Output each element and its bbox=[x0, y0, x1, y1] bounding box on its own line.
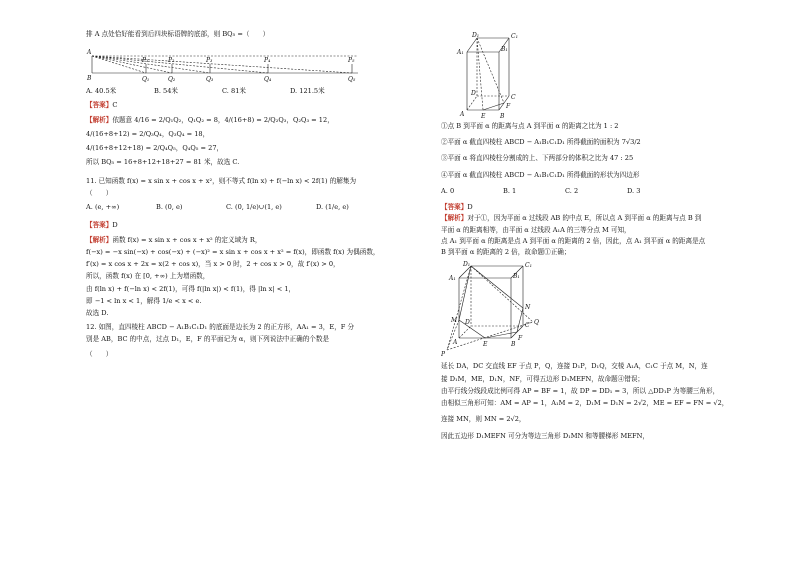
label-B: B bbox=[87, 75, 92, 83]
q12-option-c: C. 2 bbox=[565, 186, 579, 195]
q12-proof-line: 因此五边形 D₁MEFN 可分为等边三角形 D₁MN 和等腰梯形 MEFN， bbox=[441, 431, 649, 440]
statement-2: ②平面 α 截直四棱柱 ABCD − A₁B₁C₁D₁ 所得截面的面积为 7√3/2 bbox=[441, 138, 641, 147]
statement-4: ④平面 α 截直四棱柱 ABCD − A₁B₁C₁D₁ 所得截面的形状为四边形 bbox=[441, 170, 640, 179]
label-P2: P₂ bbox=[168, 57, 175, 65]
q12-analysis-text: 对于①，因为平面 α 过线段 AB 的中点 E，所以点 A 到平面 α 的距离与点 B 到 bbox=[467, 214, 702, 223]
fig2-label-N: N bbox=[525, 304, 531, 312]
q12-analysis-line: 点 A₁ 到平面 α 的距离是点 A 到平面 α 的距离的 2 倍，因此，点 A₁ 到平面 α 的距离是点 bbox=[441, 236, 706, 245]
q11-option-c: C. (0, 1/e)∪(1, e) bbox=[226, 203, 282, 212]
statement-1: ①点 B 到平面 α 的距离与点 A 到平面 α 的距离之比为 1 : 2 bbox=[441, 122, 619, 130]
q10-option-a: A. 40.5米 bbox=[86, 87, 117, 96]
fig2-label-D1: D₁ bbox=[463, 261, 471, 269]
q12-stem: 12. 如图，直四棱柱 ABCD − A₁B₁C₁D₁ 的底面是边长为 2 的正方形，AA₁ = 3，E，F 分 bbox=[86, 323, 355, 332]
q10-analysis-line: 4/(16+8+12+18) = 2/Q₄Q₅，Q₄Q₅ = 27， bbox=[86, 144, 224, 153]
fig2-label-A: A bbox=[453, 339, 458, 347]
q12-paren: （ ） bbox=[86, 349, 113, 358]
q10-analysis-line: 所以 BQ₅ = 16+8+12+18+27 = 81 米，故选 C. bbox=[86, 158, 240, 167]
fig2-label-C: C bbox=[525, 322, 530, 330]
q12-answer bbox=[441, 203, 711, 211]
analysis-tag: 【解析】 bbox=[86, 115, 113, 124]
q12-option-d: D. 3 bbox=[627, 186, 641, 195]
fig1-label-C: C bbox=[511, 94, 516, 101]
q12-options bbox=[441, 187, 711, 195]
q11-option-d: D. (1/e, e) bbox=[316, 203, 349, 212]
q11-analysis-line: f(−x) = −x sin(−x) + cos(−x) + (−x)² = x sin x + cos x + x² = f(x)，即函数 f(x) 为偶函数， bbox=[86, 247, 380, 256]
q10-option-c: C. 81米 bbox=[222, 87, 246, 96]
q12-option-a: A. 0 bbox=[441, 186, 455, 195]
q11-analysis-line: 即 −1 < ln x < 1，解得 1/e < x < e. bbox=[86, 296, 202, 305]
q11-option-a: A. (e, +∞) bbox=[86, 203, 120, 212]
fig1-label-B1: B₁ bbox=[501, 46, 508, 53]
label-Q2: Q₂ bbox=[168, 76, 176, 84]
statement-3: ③平面 α 将直四棱柱分割成的上、下两部分的体积之比为 47 : 25 bbox=[441, 154, 634, 163]
fig1-label-F: F bbox=[506, 103, 511, 110]
right-column bbox=[441, 30, 729, 440]
fig1-label-D: D bbox=[471, 90, 476, 97]
q12-proof-line: 由相似三角形可知：AM = AP = 1，A₁M = 2，D₁M = D₁N = 2√2，ME = EF = FN = √2， bbox=[441, 399, 729, 408]
q11-analysis-text: 函数 f(x) = x sin x + cos x + x² 的定义域为 R， bbox=[112, 235, 262, 244]
fig2-label-A1: A₁ bbox=[449, 275, 456, 283]
answer-letter: C bbox=[112, 101, 118, 110]
fig2-label-M: M bbox=[451, 317, 458, 325]
fig2-label-Q: Q bbox=[534, 319, 539, 327]
label-P5: P₅ bbox=[348, 57, 355, 65]
fig2-label-C1: C₁ bbox=[525, 262, 532, 270]
q11-analysis-line: 所以，函数 f(x) 在 [0, +∞) 上为增函数， bbox=[86, 272, 210, 281]
q11-answer bbox=[86, 221, 386, 229]
q12-analysis-line: 平面 α 的距离相等，由平面 α 过线段 A₁A 的三等分点 M 可知， bbox=[441, 225, 631, 234]
analysis-tag: 【解析】 bbox=[441, 214, 468, 223]
q11-paren: （ ） bbox=[86, 188, 113, 197]
fig1-label-C1: C₁ bbox=[511, 33, 518, 40]
answer-tag: 【答案】 bbox=[86, 221, 113, 230]
label-P1: P₁ bbox=[142, 57, 149, 65]
fig1-label-A: A bbox=[460, 111, 465, 118]
fig1-label-E: E bbox=[481, 113, 486, 120]
label-Q4: Q₄ bbox=[264, 76, 272, 84]
fig2-label-F: F bbox=[518, 335, 523, 343]
answer-tag: 【答案】 bbox=[441, 203, 468, 212]
q12-proof-line: 接 D₁M，ME，D₁N，NF，可得五边形 D₁MEFN，故命题④错误； bbox=[441, 374, 645, 383]
q10-analysis-line: 4/(16+8+12) = 2/Q₃Q₄，Q₃Q₄ = 18， bbox=[86, 129, 210, 138]
q10-option-d: D. 121.5米 bbox=[290, 87, 325, 96]
fig2-label-D: D bbox=[465, 319, 470, 327]
left-column bbox=[86, 30, 386, 358]
q11-analysis-line: 由 f(ln x) + f(−ln x) < 2f(1)，可得 f(|ln x|) < f(1)，得 |ln x| < 1， bbox=[86, 284, 296, 293]
label-P4: P₄ bbox=[264, 57, 271, 65]
q11-stem: 11. 已知函数 f(x) = x sin x + cos x + x²，则不等式 f(ln x) + f(−ln x) < 2f(1) 的解集为 bbox=[86, 176, 357, 185]
q10-analysis-text: 依题意 4/16 = 2/Q₁Q₂，Q₁Q₂ = 8，4/(16+8) = 2/Q₂Q₃，Q₂Q₃ = 12， bbox=[112, 115, 334, 124]
fig2-label-B: B bbox=[511, 341, 516, 349]
label-Q3: Q₃ bbox=[206, 76, 214, 84]
q10-options bbox=[86, 87, 386, 95]
analysis-tag: 【解析】 bbox=[86, 235, 113, 244]
answer-tag: 【答案】 bbox=[86, 101, 113, 110]
label-Q5: Q₅ bbox=[348, 76, 356, 84]
q11-analysis-line: 故选 D. bbox=[86, 308, 109, 317]
fig1-label-B: B bbox=[500, 113, 505, 120]
answer-letter: D bbox=[467, 203, 473, 212]
q10-stem: 排 A 点处恰好能看到后四块标语牌的底部，则 BQ₅ =（ ） bbox=[86, 30, 270, 38]
q12-option-b: B. 1 bbox=[503, 186, 517, 195]
q12-analysis-line bbox=[441, 214, 711, 222]
q11-options bbox=[86, 203, 386, 211]
q10-answer bbox=[86, 101, 386, 109]
q10-analysis-line bbox=[86, 116, 386, 124]
label-P3: P₃ bbox=[206, 57, 213, 65]
q12-proof-line: 延长 DA，DC 交直线 EF 于点 P，Q，连接 D₁P，D₁Q，交棱 A₁A，C₁C 于点 M，N，连 bbox=[441, 362, 708, 371]
q12-analysis-line: B 到平面 α 的距离的 2 倍，故命题①正确； bbox=[441, 248, 571, 257]
q12-stem: 别是 AB，BC 的中点，过点 D₁，E，F 的平面记为 α，则下列说法中正确的个数是 bbox=[86, 335, 330, 344]
q11-analysis-line: f′(x) = x cos x + 2x = x(2 + cos x)，当 x > 0 时，2 + cos x > 0，故 f′(x) > 0， bbox=[86, 260, 340, 269]
fig1-label-D1: D₁ bbox=[472, 32, 480, 39]
q11-analysis-line bbox=[86, 236, 386, 244]
fig2-label-B1: B₁ bbox=[513, 273, 520, 281]
fig1-label-A1: A₁ bbox=[457, 49, 464, 56]
q12-proof-line: 由平行线分线段成比例可得 AP = BF = 1，故 DP = DD₁ = 3，所以 △DD₁P 为等腰三角形， bbox=[441, 386, 720, 395]
q12-proof-line: 连接 MN，则 MN = 2√2， bbox=[441, 415, 526, 424]
q10-option-b: B. 54米 bbox=[154, 87, 179, 96]
fig2-label-E: E bbox=[483, 341, 488, 349]
label-Q1: Q₁ bbox=[142, 76, 150, 84]
label-A: A bbox=[87, 49, 92, 57]
answer-letter: D bbox=[112, 221, 118, 230]
prism-figure-1 bbox=[447, 30, 547, 122]
prism-figure-2 bbox=[441, 260, 551, 360]
fig2-label-P: P bbox=[441, 351, 446, 359]
q11-option-b: B. (0, e) bbox=[156, 203, 183, 212]
q10-billboard-figure bbox=[86, 42, 386, 84]
